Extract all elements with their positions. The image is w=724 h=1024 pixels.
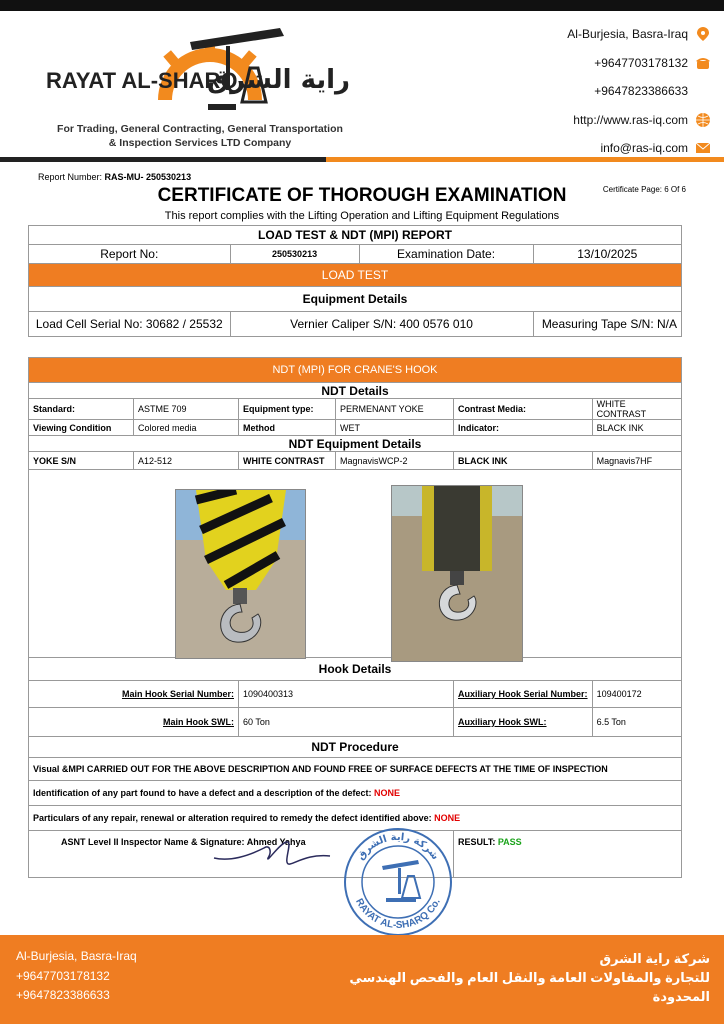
brand-name-en: RAYAT AL-SHARQ (46, 68, 238, 93)
aux-hook-serial-label: Auxiliary Hook Serial Number: (454, 681, 593, 708)
black-ink-value: Magnavis7HF (592, 452, 681, 470)
email-icon (696, 141, 710, 155)
equipment-details-heading: Equipment Details (29, 287, 682, 312)
footer-company-ar (349, 949, 710, 1006)
defect-value: NONE (374, 788, 401, 798)
inspector-signature-mark (212, 836, 332, 870)
page-subtitle: This report complies with the Lifting Operation and Lifting Equipment Regulations (164, 210, 560, 222)
ndt-details-heading: NDT Details (29, 383, 682, 399)
contact-phone-2[interactable]: +9647823386633 (594, 84, 688, 99)
contrast-media-value: WHITE CONTRAST (592, 399, 681, 420)
footer-address: Al-Burjesia, Basra-Iraq (16, 949, 137, 963)
brand-name-ar: راية الشرق (206, 65, 350, 95)
footer-ar-line-2: للتجارة والمقاولات العامة والنقل العام والفحص الهندسي (349, 970, 710, 985)
report-no-value: 250530213 (230, 245, 359, 264)
equipment-type-value: PERMENANT YOKE (336, 399, 454, 420)
load-cell-serial: Load Cell Serial No: 30682 / 25532 (29, 312, 231, 337)
standard-label: Standard: (29, 399, 134, 420)
black-ink-label: BLACK INK (454, 452, 593, 470)
summary-heading: LOAD TEST & NDT (MPI) REPORT (29, 226, 682, 245)
top-bar (0, 0, 724, 11)
hook-photo-2 (391, 485, 523, 662)
equipment-type-label: Equipment type: (239, 399, 336, 420)
result-cell: RESULT: PASS (454, 831, 682, 878)
report-number: Report Number: RAS-MU- 250530213 (38, 172, 192, 182)
company-stamp (342, 826, 454, 938)
contact-website[interactable]: http://www.ras-iq.com (510, 106, 710, 135)
exam-date-label: Examination Date: (359, 245, 533, 264)
footer-ar-line-3: المحدودة (652, 989, 710, 1004)
page-footer (0, 935, 724, 1024)
contact-block (510, 20, 710, 163)
white-contrast-label: WHITE CONTRAST (239, 452, 336, 470)
viewing-condition-label: Viewing Condition (29, 420, 134, 436)
phone-icon (696, 56, 710, 70)
ndt-procedure-text: Visual &MPI CARRIED OUT FOR THE ABOVE DESCRIPTION AND FOUND FREE OF SURFACE DEFECTS AT THE TIME OF INSPECTION (29, 758, 682, 781)
tagline-line-1: For Trading, General Contracting, General Transportation (57, 123, 343, 135)
contact-address: Al-Burjesia, Basra-Iraq (510, 20, 710, 49)
summary-table (28, 225, 682, 337)
certificate-page: Certificate Page: 6 Of 6 (602, 185, 686, 194)
indicator-label: Indicator: (454, 420, 593, 436)
repair-row: Particulars of any repair, renewal or alteration required to remedy the defect identified above: NONE (29, 806, 682, 831)
main-hook-swl-value: 60 Ton (239, 708, 454, 737)
ndt-procedure-heading: NDT Procedure (29, 737, 682, 758)
ndt-heading: NDT (MPI) FOR CRANE'S HOOK (29, 358, 682, 383)
hook-details-heading: Hook Details (29, 658, 682, 681)
hook-photo-1 (175, 489, 306, 659)
measuring-tape-serial: Measuring Tape S/N: N/A (533, 312, 681, 337)
inspector-signature: ASNT Level II Inspector Name & Signature: Ahmed Yahya (29, 831, 454, 878)
main-hook-swl-label: Main Hook SWL: (29, 708, 239, 737)
repair-value: NONE (434, 813, 461, 823)
viewing-condition-value: Colored media (134, 420, 239, 436)
yoke-label: YOKE S/N (29, 452, 134, 470)
contact-email[interactable]: info@ras-iq.com (510, 134, 710, 163)
method-label: Method (239, 420, 336, 436)
white-contrast-value: MagnavisWCP-2 (336, 452, 454, 470)
load-test-heading: LOAD TEST (29, 264, 682, 287)
location-pin-icon (696, 27, 710, 41)
vernier-caliper-serial: Vernier Caliper S/N: 400 0576 010 (230, 312, 533, 337)
aux-hook-swl-label: Auxiliary Hook SWL: (454, 708, 593, 737)
defect-row: Identification of any part found to have a defect and a description of the defect: NONE (29, 781, 682, 806)
footer-phone-1[interactable]: +9647703178132 (16, 968, 110, 983)
page-title: CERTIFICATE OF THOROUGH EXAMINATION (157, 185, 567, 206)
svg-text:RAYAT AL-SHARQ Co.: RAYAT AL-SHARQ Co. (353, 896, 443, 932)
tagline-line-2: & Inspection Services LTD Company (108, 137, 292, 149)
main-hook-serial-label: Main Hook Serial Number: (29, 681, 239, 708)
result-value: PASS (497, 837, 522, 847)
ndt-equipment-heading: NDT Equipment Details (29, 436, 682, 452)
standard-value: ASTME 709 (134, 399, 239, 420)
footer-phone-2[interactable]: +9647823386633 (16, 988, 110, 1002)
footer-ar-line-1: شركة راية الشرق (599, 951, 710, 966)
exam-date-value: 13/10/2025 (533, 245, 681, 264)
method-value: WET (336, 420, 454, 436)
company-tagline (30, 122, 370, 150)
svg-text:شركة راية الشرق: شركة راية الشرق (355, 831, 441, 863)
yoke-value: A12-512 (134, 452, 239, 470)
header-divider (0, 157, 724, 162)
contact-phone-1[interactable]: +9647703178132 (510, 49, 710, 78)
ndt-table (28, 357, 682, 878)
main-hook-serial-value: 1090400313 (239, 681, 454, 708)
globe-icon (696, 113, 710, 127)
aux-hook-serial-value: 109400172 (592, 681, 681, 708)
footer-contact (16, 947, 137, 1006)
aux-hook-swl-value: 6.5 Ton (592, 708, 681, 737)
contrast-media-label: Contrast Media: (454, 399, 593, 420)
photo-area (29, 470, 682, 658)
report-no-label: Report No: (29, 245, 231, 264)
indicator-value: BLACK INK (592, 420, 681, 436)
